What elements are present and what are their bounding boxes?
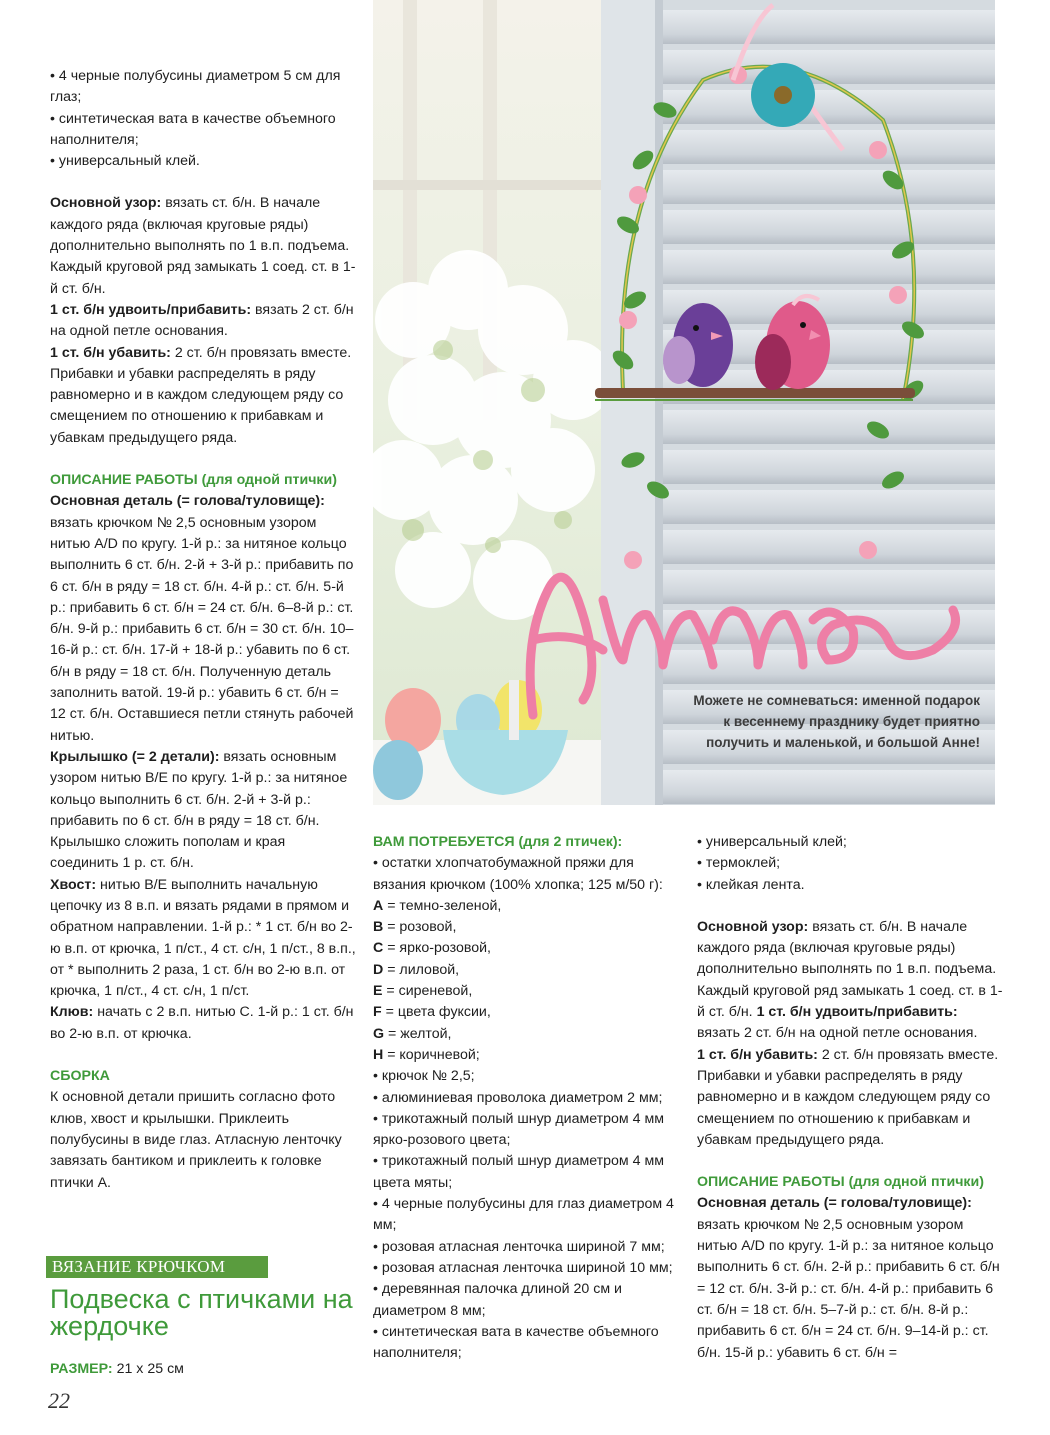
tail-text: нитью B/E выполнить начальную цепочку из 8 в.п. и вязать рядами в прямом и обратном направлении. 1-й р.: * 1 ст. б/н во 2-ю в.п. от крючка, 1 п/ст., 4 ст. с/н, 1 п/ст., 8 в.п., от * выполнить 2 раза, 1 ст. б/н во 2-ю в.п. от крючка, 1 п/ст., 4 ст. с/н, 1 п/ст. (50, 876, 356, 1000)
list-item: • 4 черные полубусины для глаз диаметром 4 мм; (373, 1196, 674, 1234)
decrease-text: 2 ст. б/н провязать вместе. (817, 1046, 999, 1063)
color-value: = ярко-розовой, (383, 940, 491, 957)
color-key: G (373, 1025, 385, 1042)
color-key: F (373, 1004, 382, 1021)
beak-text: начать с 2 в.п. нитью C. 1-й р.: 1 ст. б/н во 2-ю в.п. от крючка. (50, 1004, 354, 1042)
yarn-color-f (373, 1002, 683, 1023)
photo-caption: Можете не сомневаться: именной подарок к весеннему празднику будет приятно получить и маленькой, и большой Анне! (693, 693, 980, 750)
yarn-color-h (373, 1045, 683, 1066)
decrease-text: 2 ст. б/н провязать вместе. (170, 344, 352, 361)
materials-column (373, 832, 683, 1364)
right-column (697, 832, 1003, 1364)
increase-label: 1 ст. б/н удвоить/прибавить: (50, 301, 252, 318)
list-item: • остатки хлопчатобумажной пряжи для вязания крючком (100% хлопка; 125 м/50 г): (373, 855, 663, 893)
wing-paragraph (50, 747, 356, 875)
pattern-label: Основной узор: (50, 195, 162, 212)
color-value: = желтой, (384, 1025, 452, 1042)
distribute-paragraph: Прибавки и убавки распределять в ряду равномерно и в каждом следующем ряду со смещением по отношению к прибавкам и убавкам предыдущего ряда. (50, 365, 344, 446)
body-paragraph (697, 1193, 1003, 1363)
list-item: • крючок № 2,5; (373, 1068, 475, 1085)
color-value: = цвета фуксии, (381, 1004, 491, 1021)
body-label: Основная деталь (= голова/туловище): (50, 493, 325, 510)
tail-label: Хвост: (50, 876, 97, 893)
list-item: • клейкая лента. (697, 876, 805, 893)
color-value: = розовой, (383, 919, 457, 936)
yarn-color-c (373, 938, 683, 959)
pattern-paragraph (50, 193, 356, 299)
list-item: • розовая атласная ленточка шириной 7 мм; (373, 1238, 665, 1255)
pattern-text: вязать ст. б/н. В начале каждого ряда (включая круговые ряды) дополнительно выполнять по 1 в.п. подъема. Каждый круговой ряд замыкать 1 соед. ст. в 1-й ст. б/н. (697, 918, 1003, 1021)
tail-paragraph (50, 875, 356, 1003)
beak-label: Клюв: (50, 1004, 94, 1021)
color-key: D (373, 961, 384, 978)
decrease-paragraph (697, 1045, 1003, 1066)
increase-paragraph (50, 300, 356, 343)
increase-label: 1 ст. б/н удвоить/прибавить: (756, 1004, 958, 1021)
list-item: • термоклей; (697, 855, 781, 872)
decrease-label: 1 ст. б/н убавить: (697, 1046, 818, 1063)
list-item: • розовая атласная ленточка шириной 10 мм; (373, 1259, 673, 1276)
color-key: A (373, 897, 384, 914)
list-item: • синтетическая вата в качестве объемного наполнителя; (50, 110, 336, 148)
yarn-color-e (373, 981, 683, 1002)
distribute-paragraph: Прибавки и убавки распределять в ряду равномерно и в каждом следующем ряду со смещением по отношению к прибавкам и убавкам предыдущего ряда. (697, 1067, 991, 1148)
body-paragraph (50, 491, 356, 747)
yarn-color-a (373, 896, 683, 917)
color-value: = лиловой, (383, 961, 460, 978)
list-item: • универсальный клей; (697, 834, 847, 850)
yarn-color-b (373, 917, 683, 938)
wing-label: Крылышко (= 2 детали): (50, 748, 220, 765)
color-value: = коричневой; (383, 1046, 480, 1063)
assembly-heading: СБОРКА (50, 1068, 110, 1085)
increase-text: вязать 2 ст. б/н на одной петле основания. (50, 301, 354, 340)
left-column (50, 66, 356, 1194)
color-key: E (373, 983, 383, 1000)
list-item: • алюминиевая проволока диаметром 2 мм; (373, 1089, 663, 1106)
size-line (50, 1361, 184, 1377)
list-item: • универсальный клей. (50, 153, 200, 170)
pattern-label: Основной узор: (697, 918, 809, 935)
body-text: вязать крючком № 2,5 основным узором нитью A/D по кругу. 1-й р.: за нитяное кольцо выполнить 6 ст. б/н. 2-й + 3-й р.: прибавить по 6 ст. б/н в ряду = 18 ст. б/н. 4-й р.: ст. б/н. 5-й р.: прибавить 6 ст. б/н = 24 ст. б/н. 6–8-й р.: ст. б/н. 9-й р.: прибавить 6 ст. б/н = 30 ст. б/н. 10–16-й р.: ст. б/н. 17-й + 18-й р.: убавить по 6 ст. б/н в ряду = 18 ст. б/н. Полученную деталь заполнить ватой. 19-й р.: убавить 6 ст. б/н = 12 ст. б/н. Оставшиеся петли стянуть рабочей нитью. (50, 514, 354, 744)
decrease-paragraph (50, 343, 356, 364)
page-title: Подвеска с птичками на жердочке (50, 1284, 353, 1341)
pattern-text: вязать ст. б/н. В начале каждого ряда (включая круговые ряды) дополнительно выполнять по 1 в.п. подъема. Каждый круговой ряд замыкать 1 соед. ст. в 1-й ст. б/н. (50, 195, 356, 297)
section-tag: ВЯЗАНИЕ КРЮЧКОМ (46, 1256, 268, 1278)
beak-paragraph (50, 1002, 356, 1045)
list-item: • деревянная палочка длиной 20 см и диаметром 8 мм; (373, 1281, 622, 1319)
increase-text: вязать 2 ст. б/н на одной петле основания. (697, 1025, 978, 1042)
size-label: РАЗМЕР: (50, 1361, 113, 1377)
color-key: H (373, 1046, 384, 1063)
list-item: • 4 черные полубусины диаметром 5 см для глаз; (50, 68, 341, 106)
list-item: • трикотажный полый шнур диаметром 4 мм цвета мяты; (373, 1153, 664, 1191)
list-item: • трикотажный полый шнур диаметром 4 мм ярко-розового цвета; (373, 1110, 664, 1149)
page-number: 22 (48, 1388, 70, 1413)
description-heading: ОПИСАНИЕ РАБОТЫ (для одной птички) (697, 1174, 984, 1191)
wing-text: вязать основным узором нитью B/E по кругу. 1-й р.: за нитяное кольцо выполнить 6 ст. б/н. 2-й + 3-й р.: прибавить по 6 ст. б/н в ряду = 18 ст. б/н. Крылышко сложить пополам и края соединить 1 р. ст. б/н. (50, 748, 348, 872)
size-value: 21 х 25 см (112, 1361, 184, 1377)
decrease-label: 1 ст. б/н убавить: (50, 344, 171, 361)
materials-heading: ВАМ ПОТРЕБУЕТСЯ (для 2 птичек): (373, 834, 623, 850)
pattern-paragraph (697, 917, 1003, 1045)
color-value: = темно-зеленой, (383, 897, 502, 914)
body-text: вязать крючком № 2,5 основным узором нитью A/D по кругу. 1-й р.: за нитяное кольцо выполнить 6 ст. б/н. 2-й р.: прибавить 6 ст. б/н = 12 ст. б/н. 3-й р.: ст. б/н. 4-й р.: прибавить 6 ст. б/н = 18 ст. б/н. 5–7-й р.: ст. б/н. 8-й р.: прибавить 6 ст. б/н = 24 ст. б/н. 9–14-й р.: ст. б/н. 15-й р.: убавить 6 ст. б/н = (697, 1216, 1000, 1361)
photo-illustration (373, 0, 995, 805)
assembly-paragraph: К основной детали пришить согласно фото клюв, хвост и крылышки. Приклеить полубусины в виде глаз. Атласную ленточку завязать бантиком и приклеить к головке птички А. (50, 1089, 342, 1191)
product-photo (373, 0, 995, 805)
description-heading: ОПИСАНИЕ РАБОТЫ (для одной птички) (50, 472, 337, 489)
color-value: = сиреневой, (382, 983, 473, 1000)
yarn-color-g (373, 1024, 683, 1045)
yarn-color-d (373, 960, 683, 981)
list-item: • синтетическая вата в качестве объемного наполнителя; (373, 1323, 659, 1362)
color-key: B (373, 919, 384, 936)
color-key: C (373, 940, 384, 957)
body-label: Основная деталь (= голова/туловище): (697, 1195, 972, 1212)
